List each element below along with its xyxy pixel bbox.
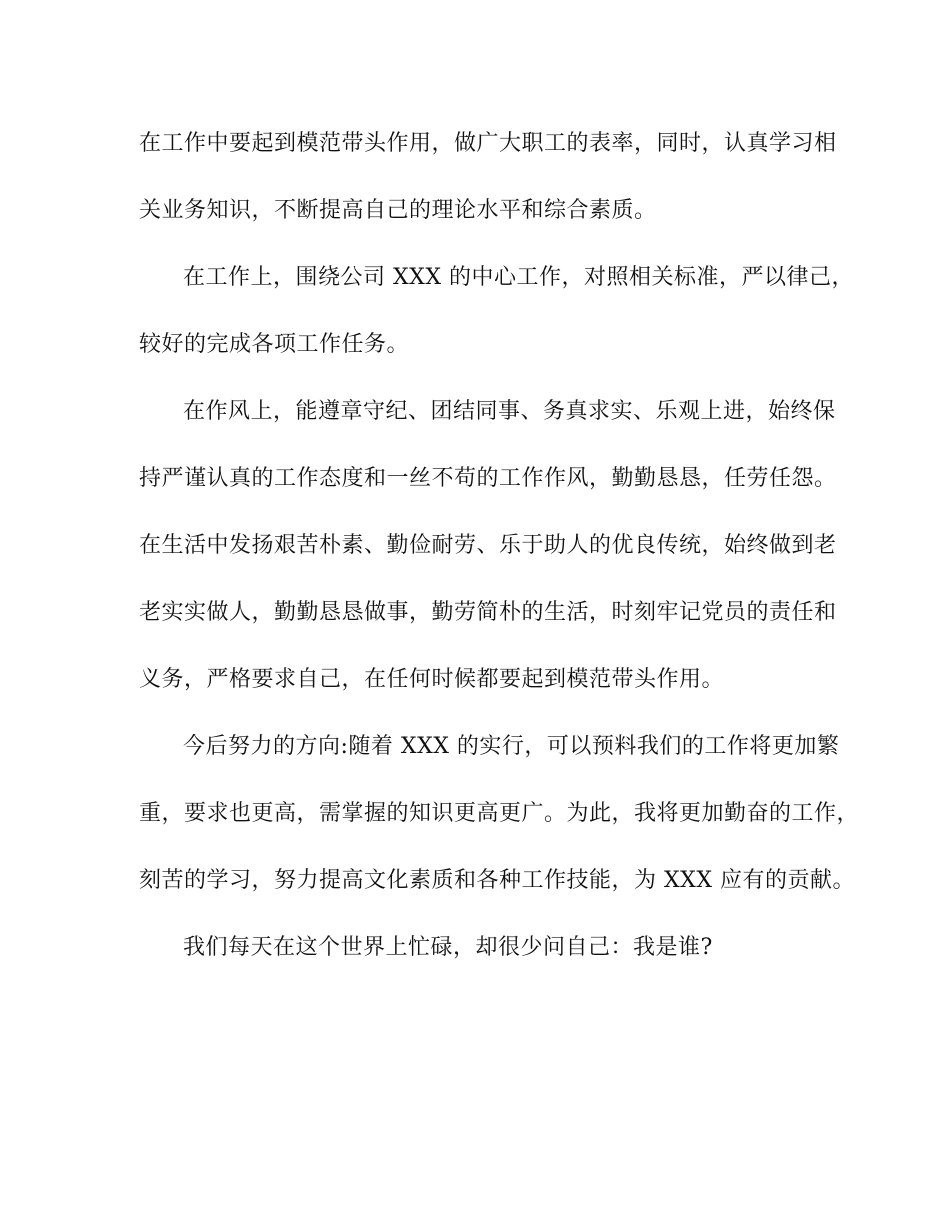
text-line-1: 在工作中要起到模范带头作用，做广大职工的表率，同时，认真学习相 [139, 131, 837, 156]
text-line-3: 在工作上，围绕公司 XXX 的中心工作，对照相关标准，严以律己， [183, 265, 854, 290]
text-line-13: 我们每天在这个世界上忙碌，却很少问自己：我是谁? [183, 935, 713, 960]
text-line-2: 关业务知识，不断提高自己的理论水平和综合素质。 [139, 198, 657, 223]
text-line-12: 刻苦的学习，努力提高文化素质和各种工作技能，为 XXX 应有的贡献。 [139, 868, 855, 893]
text-line-8: 老实实做人，勤勤恳恳做事，勤劳简朴的生活，时刻牢记党员的责任和 [139, 600, 837, 625]
text-line-11: 重，要求也更高，需掌握的知识更高更广。为此，我将更加勤奋的工作， [139, 801, 860, 826]
text-line-5: 在作风上，能遵章守纪、团结同事、务真求实、乐观上进，始终保 [183, 399, 836, 424]
text-line-7: 在生活中发扬艰苦朴素、勤俭耐劳、乐于助人的优良传统，始终做到老 [139, 533, 837, 558]
text-line-6: 持严谨认真的工作态度和一丝不苟的工作作风，勤勤恳恳，任劳任怨。 [139, 466, 837, 491]
text-line-4: 较好的完成各项工作任务。 [139, 332, 410, 357]
text-line-9: 义务，严格要求自己，在任何时候都要起到模范带头作用。 [139, 667, 725, 692]
text-line-10: 今后努力的方向:随着 XXX 的实行，可以预料我们的工作将更加繁 [183, 734, 840, 759]
